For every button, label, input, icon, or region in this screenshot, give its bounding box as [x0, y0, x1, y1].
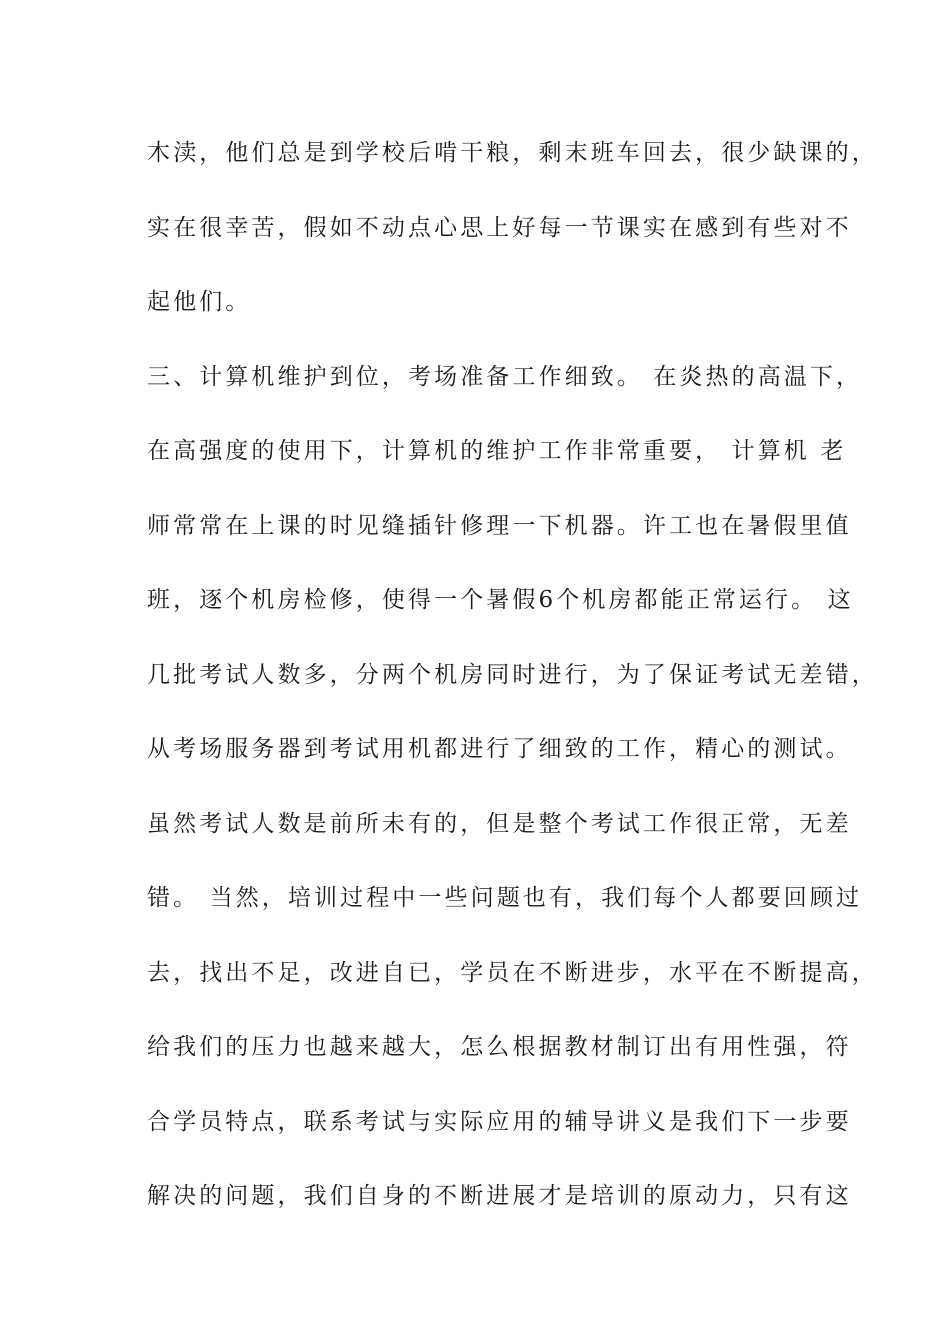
text-line: 师常常在上课的时见缝插针修理一下机器。许工也在暑假里值: [147, 512, 852, 539]
text-line: 合学员特点，联系考试与实际应用的辅导讲义是我们下一步要: [147, 1108, 852, 1135]
text-line: 起他们。: [147, 289, 252, 315]
text-line: 在高强度的使用下，计算机的维护工作非常重要， 计算机 老: [147, 438, 847, 464]
text-line: 去，找出不足，改进自已，学员在不断进步，水平在不断提高，: [147, 959, 878, 986]
body-text: [147, 128, 878, 1246]
text-line: 解决的问题，我们自身的不断进展才是培训的原动力，只有这: [147, 1183, 852, 1209]
text-line: 给我们的压力也越来越大，怎么根据教材制订出有用性强，符: [147, 1034, 852, 1060]
text-line: 虽然考试人数是前所未有的，但是整个考试工作很正常，无差: [147, 810, 852, 837]
text-line: 错。 当然，培训过程中一些问题也有，我们每个人都要回顾过: [147, 885, 863, 911]
section-heading-line: 三、计算机维护到位，考场准备工作细致。 在炎热的高温下，: [147, 363, 863, 390]
text-line: 班，逐个机房检修，使得一个暑假6个机房都能正常运行。 这: [147, 587, 854, 613]
text-line: 木渎，他们总是到学校后啃干粮，剩末班车回去，很少缺课的，: [147, 140, 878, 166]
text-line: 从考场服务器到考试用机都进行了细致的工作，精心的测试。: [147, 736, 852, 762]
text-line: 实在很幸苦，假如不动点心思上好每一节课实在感到有些对不: [147, 214, 852, 241]
text-line: 几批考试人数多，分两个机房同时进行，为了保证考试无差错，: [147, 661, 878, 688]
